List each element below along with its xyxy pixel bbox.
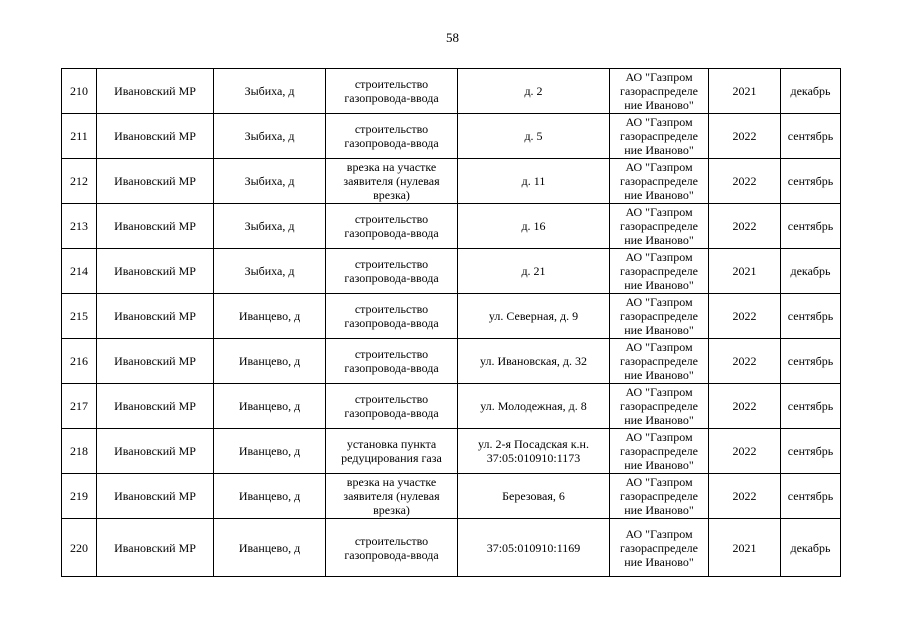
organization-cell: АО "Газпром газораспределе ние Иваново": [610, 519, 709, 577]
work-type-cell: строительство газопровода-ввода: [326, 294, 458, 339]
row-number: 211: [62, 114, 97, 159]
row-number: 215: [62, 294, 97, 339]
district-cell: Ивановский МР: [97, 384, 214, 429]
table-row: [62, 429, 841, 474]
district-cell: Ивановский МР: [97, 114, 214, 159]
table-row: [62, 519, 841, 577]
work-type-cell: строительство газопровода-ввода: [326, 204, 458, 249]
district-cell: Ивановский МР: [97, 249, 214, 294]
row-number: 216: [62, 339, 97, 384]
table-row: [62, 114, 841, 159]
organization-cell: АО "Газпром газораспределе ние Иваново": [610, 294, 709, 339]
settlement-cell: Зыбиха, д: [214, 114, 326, 159]
address-cell: д. 21: [458, 249, 610, 294]
settlement-cell: Иванцево, д: [214, 519, 326, 577]
work-type-cell: строительство газопровода-ввода: [326, 114, 458, 159]
settlement-cell: Иванцево, д: [214, 474, 326, 519]
row-number: 213: [62, 204, 97, 249]
year-cell: 2022: [709, 204, 781, 249]
settlement-cell: Зыбиха, д: [214, 204, 326, 249]
work-type-cell: врезка на участке заявителя (нулевая врезка): [326, 474, 458, 519]
row-number: 210: [62, 69, 97, 114]
work-type-cell: строительство газопровода-ввода: [326, 339, 458, 384]
table-row: [62, 204, 841, 249]
work-type-cell: установка пункта редуцирования газа: [326, 429, 458, 474]
table-body: [62, 69, 841, 577]
address-cell: ул. Северная, д. 9: [458, 294, 610, 339]
year-cell: 2022: [709, 339, 781, 384]
address-cell: д. 16: [458, 204, 610, 249]
month-cell: сентябрь: [781, 114, 841, 159]
address-cell: Березовая, 6: [458, 474, 610, 519]
year-cell: 2022: [709, 294, 781, 339]
organization-cell: АО "Газпром газораспределе ние Иваново": [610, 339, 709, 384]
organization-cell: АО "Газпром газораспределе ние Иваново": [610, 114, 709, 159]
row-number: 214: [62, 249, 97, 294]
work-type-cell: строительство газопровода-ввода: [326, 69, 458, 114]
work-type-cell: строительство газопровода-ввода: [326, 519, 458, 577]
settlement-cell: Иванцево, д: [214, 294, 326, 339]
organization-cell: АО "Газпром газораспределе ние Иваново": [610, 159, 709, 204]
table-row: [62, 249, 841, 294]
organization-cell: АО "Газпром газораспределе ние Иваново": [610, 249, 709, 294]
settlement-cell: Иванцево, д: [214, 339, 326, 384]
row-number: 212: [62, 159, 97, 204]
year-cell: 2021: [709, 519, 781, 577]
table-row: [62, 294, 841, 339]
district-cell: Ивановский МР: [97, 339, 214, 384]
month-cell: сентябрь: [781, 339, 841, 384]
organization-cell: АО "Газпром газораспределе ние Иваново": [610, 204, 709, 249]
month-cell: сентябрь: [781, 429, 841, 474]
address-cell: ул. Молодежная, д. 8: [458, 384, 610, 429]
month-cell: декабрь: [781, 69, 841, 114]
year-cell: 2021: [709, 69, 781, 114]
month-cell: декабрь: [781, 249, 841, 294]
organization-cell: АО "Газпром газораспределе ние Иваново": [610, 429, 709, 474]
address-cell: ул. Ивановская, д. 32: [458, 339, 610, 384]
district-cell: Ивановский МР: [97, 204, 214, 249]
row-number: 217: [62, 384, 97, 429]
settlement-cell: Зыбиха, д: [214, 159, 326, 204]
table-row: [62, 474, 841, 519]
organization-cell: АО "Газпром газораспределе ние Иваново": [610, 69, 709, 114]
row-number: 219: [62, 474, 97, 519]
work-type-cell: строительство газопровода-ввода: [326, 249, 458, 294]
table-row: [62, 69, 841, 114]
address-cell: ул. 2-я Посадская к.н. 37:05:010910:1173: [458, 429, 610, 474]
settlement-cell: Иванцево, д: [214, 384, 326, 429]
organization-cell: АО "Газпром газораспределе ние Иваново": [610, 474, 709, 519]
row-number: 220: [62, 519, 97, 577]
district-cell: Ивановский МР: [97, 294, 214, 339]
district-cell: Ивановский МР: [97, 519, 214, 577]
district-cell: Ивановский МР: [97, 429, 214, 474]
organization-cell: АО "Газпром газораспределе ние Иваново": [610, 384, 709, 429]
gasification-table: [61, 68, 841, 577]
row-number: 218: [62, 429, 97, 474]
settlement-cell: Иванцево, д: [214, 429, 326, 474]
district-cell: Ивановский МР: [97, 69, 214, 114]
year-cell: 2022: [709, 429, 781, 474]
address-cell: д. 2: [458, 69, 610, 114]
address-cell: д. 5: [458, 114, 610, 159]
settlement-cell: Зыбиха, д: [214, 69, 326, 114]
work-type-cell: врезка на участке заявителя (нулевая врезка): [326, 159, 458, 204]
month-cell: сентябрь: [781, 384, 841, 429]
district-cell: Ивановский МР: [97, 159, 214, 204]
district-cell: Ивановский МР: [97, 474, 214, 519]
month-cell: сентябрь: [781, 294, 841, 339]
month-cell: декабрь: [781, 519, 841, 577]
settlement-cell: Зыбиха, д: [214, 249, 326, 294]
year-cell: 2022: [709, 159, 781, 204]
month-cell: сентябрь: [781, 204, 841, 249]
month-cell: сентябрь: [781, 474, 841, 519]
year-cell: 2022: [709, 384, 781, 429]
year-cell: 2022: [709, 114, 781, 159]
page-number: 58: [446, 30, 459, 45]
month-cell: сентябрь: [781, 159, 841, 204]
address-cell: 37:05:010910:1169: [458, 519, 610, 577]
table-row: [62, 159, 841, 204]
address-cell: д. 11: [458, 159, 610, 204]
work-type-cell: строительство газопровода-ввода: [326, 384, 458, 429]
year-cell: 2022: [709, 474, 781, 519]
year-cell: 2021: [709, 249, 781, 294]
table-row: [62, 384, 841, 429]
table-row: [62, 339, 841, 384]
